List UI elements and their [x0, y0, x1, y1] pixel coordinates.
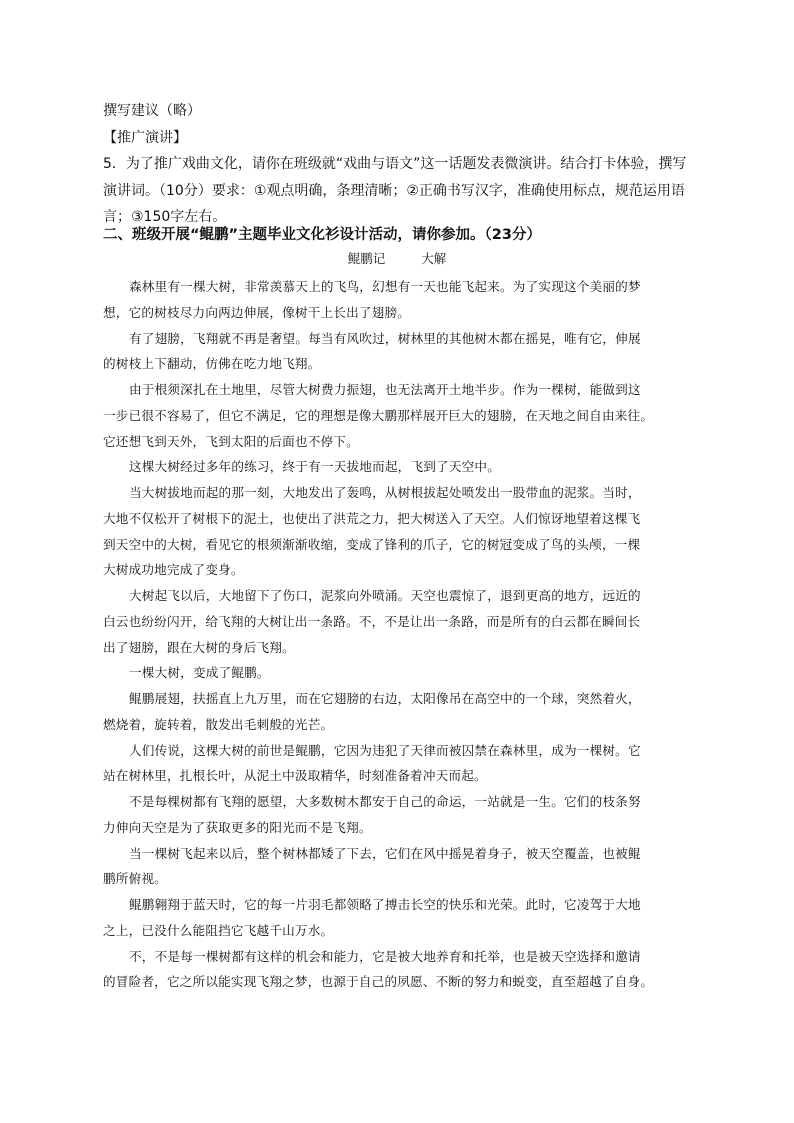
article-title: 鲲鹏记 [347, 251, 386, 266]
article-line: 人们传说，这棵大树的前世是鲲鹏，它因为违犯了天律而被囚禁在森林里，成为一棵树。它 [129, 742, 641, 758]
article-line: 一棵大树，变成了鲲鹏。 [129, 665, 270, 681]
article-line: 当一棵树飞起来以后，整个树林都矮了下去，它们在风中摇晃着身子，被天空覆盖，也被鲲 [129, 845, 641, 861]
article-line: 当大树拔地而起的那一刻，大地发出了轰鸣，从树根拔起处喷发出一股带血的泥浆。当时， [129, 485, 641, 500]
subsection-label: 【推广演讲】 [103, 129, 187, 146]
article-line: 不，不是每一棵树都有这样的机会和能力，它是被大地养育和托举，也是被天空选择和邀请 [129, 948, 641, 964]
article-line: 大树成功地完成了变身。 [103, 562, 244, 578]
article-line: 不是每棵树都有飞翔的愿望，大多数树木都安于自己的命运，一站就是一生。它们的枝条努 [129, 794, 641, 809]
article-body [103, 274, 693, 995]
article-line: 森林里有一棵大树，非常羡慕天上的飞鸟，幻想有一天也能飞起来。为了实现这个美丽的梦 [129, 279, 641, 294]
question-5-line-1: 5．为了推广戏曲文化，请你在班级就“戏曲与语文”这一话题发表微演讲。结合打卡体验，撰写 [103, 156, 687, 172]
article-line: 大树起飞以后，大地留下了伤口，泥浆向外喷涌。天空也震惊了，退到更高的地方，远近的 [129, 588, 641, 603]
question-5-line-3: 言；③150字左右。 [103, 209, 227, 225]
article-line: 大地不仅松开了树根下的泥土，也使出了洪荒之力，把大树送入了天空。人们惊讶地望着这棵飞 [103, 510, 641, 526]
article-line: 这棵大树经过多年的练习，终于有一天拔地而起，飞到了天空中。 [129, 459, 501, 475]
writing-suggestion: 撰写建议（略） [103, 103, 201, 119]
article-author: 大解 [421, 251, 447, 266]
article-line: 站在树林里，扎根长叶，从泥土中汲取精华，时刻准备着冲天而起。 [103, 768, 487, 784]
article-line: 由于根须深扎在土地里，尽管大树费力振翅，也无法离开土地半步。作为一棵树，能做到这 [129, 382, 641, 397]
article-heading [0, 249, 794, 267]
question-5-line-2: 演讲词。（10分）要求：①观点明确，条理清晰；②正确书写汉字，准确使用标点，规范运用语 [103, 182, 685, 199]
article-line: 之上，已没什么能阻挡它飞越千山万水。 [103, 922, 334, 938]
article-line: 鹏所俯视。 [103, 871, 167, 887]
article-line: 燃烧着，旋转着，散发出毛刺般的光芒。 [103, 716, 334, 732]
article-line: 白云也纷纷闪开，给飞翔的大树让出一条路。不，不是让出一条路，而是所有的白云都在瞬间长 [103, 613, 641, 629]
article-line: 有了翅膀，飞翔就不再是奢望。每当有风吹过，树林里的其他树木都在摇晃，唯有它，伸展 [129, 330, 641, 346]
article-line: 力伸向天空是为了获取更多的阳光而不是飞翔。 [103, 819, 372, 835]
article-line: 出了翅膀，跟在大树的身后飞翔。 [103, 639, 295, 655]
question-block [103, 98, 703, 231]
section-heading: 二、班级开展“鲲鹏”主题毕业文化衫设计活动，请你参加。（23分） [103, 227, 541, 243]
article-line: 一步已很不容易了，但它不满足，它的理想是像大鹏那样展开巨大的翅膀，在天地之间自由来往。 [103, 407, 654, 423]
article-line: 到天空中的大树，看见它的根须渐渐收缩，变成了锋利的爪子，它的树冠变成了鸟的头颅，一棵 [103, 536, 641, 552]
article-line: 鲲鹏翱翔于蓝天时，它的每一片羽毛都领略了搏击长空的快乐和光荣。此时，它凌驾于大地 [129, 897, 641, 912]
article-line: 的冒险者，它之所以能实现飞翔之梦，也源于自己的夙愿、不断的努力和蜕变，直至超越了自身。 [103, 974, 654, 990]
article-line: 鲲鹏展翅，扶摇直上九万里，而在它翅膀的右边，太阳像吊在高空中的一个球，突然着火， [129, 691, 641, 706]
article-line: 它还想飞到天外，飞到太阳的后面也不停下。 [103, 433, 359, 449]
article-line: 想，它的树枝尽力向两边伸展，像树干上长出了翅膀。 [103, 304, 411, 320]
article-line: 的树枝上下翻动，仿佛在吃力地飞翔。 [103, 356, 321, 372]
